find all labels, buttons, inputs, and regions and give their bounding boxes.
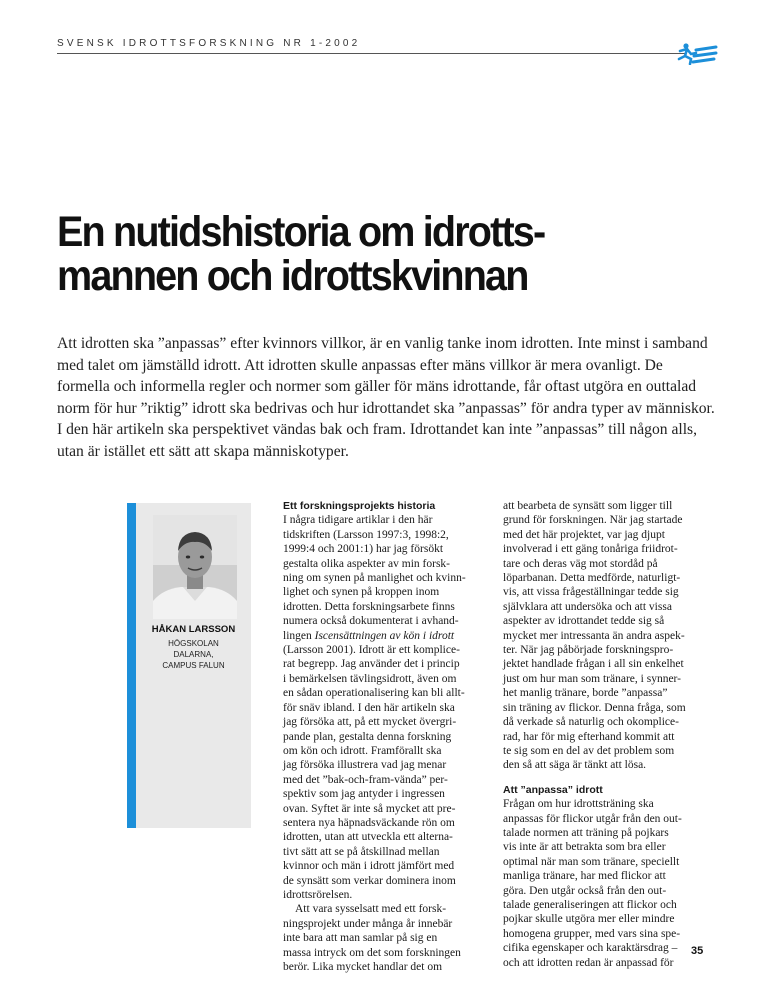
title-line-2: mannen och idrottskvinnan [57,252,528,300]
text-line: med det ”bak-och-fram-vända” per- [283,773,448,786]
text-line: jag försöka att, på ett mycket övergri- [283,716,457,729]
text-line: involverad i ett gäng tonåriga friidrot- [503,543,678,556]
text-line: då verkade så naturlig och okomplice- [503,716,679,729]
text-line: homogena grupper, med vars sina spe- [503,927,681,940]
text-line: gestalta olika aspekter av min forsk- [283,557,451,570]
text-line: om kön och idrott. Framförallt ska [283,744,442,757]
text-line: 1999:4 och 2001:1) har jag försökt [283,543,444,556]
text-line: löparbanan. Detta medförde, naturligt- [503,572,681,585]
text-line: i bemärkelsen tävlingsidrott, även om [283,672,457,685]
author-name: HÅKAN LARSSON [151,624,236,635]
text-line: lighet och synen på kroppen inom [283,586,440,599]
body-column-2 [503,499,715,970]
text-line: idrottsrörelsen. [283,888,353,901]
text-line: numera också dokumenterat i avhand- [283,615,459,628]
title-line-1: En nutidshistoria om idrotts- [57,208,545,256]
affiliation-line: DALARNA, [173,650,214,659]
text-line: talade normen att träning på pojkars [503,826,669,839]
text-line: tare och deras väg mot stordåd på [503,557,658,570]
article-title [57,210,664,298]
text-line: massa intryck om det som forskningen [283,946,461,959]
body-column-1 [283,499,483,974]
author-affiliation [136,638,251,671]
text-line: för snäv ibland. I den här artikeln ska [283,701,455,714]
section-heading: Att ”anpassa” idrott [503,783,603,796]
text-line: grund för forskningen. När jag startade [503,514,683,527]
text-line: anpassas för flickor utgår från den out- [503,812,682,825]
header-rule [57,53,687,54]
running-head: SVENSK IDROTTSFORSKNING NR 1-2002 [57,38,361,49]
text-line: en sådan operationalisering kan bli allt- [283,687,465,700]
text-line: tivt sätt att se på åtskillnad mellan [283,845,440,858]
text-line: cifika egenskaper och karaktärsdrag – [503,942,678,955]
text-line: de synsätt som verkar dominera inom [283,874,456,887]
text-line: optimal när man som tränare, speciellt [503,855,680,868]
text-line: I några tidigare artiklar i den här [283,514,433,527]
text-line: sentera nya häpnadsväckande rön om [283,816,455,829]
text-line: aspekter av idrottandet tedde sig så [503,615,665,628]
text-line: inte bara att man samlar på sig en [283,932,438,945]
text-line: idrotten, utan att utveckla ett alterna- [283,831,453,844]
text-line: med det här projektet, var jag djupt [503,528,665,541]
text-line: rat begrepp. Jag använder det i princip [283,658,460,671]
body-paragraph [503,499,715,773]
text-line: (Larsson 2001). Idrott är ett komplice- [283,644,460,657]
text-line: berör. Lika mycket handlar det om [283,961,443,973]
text-line: jektet handlade frågan i all sin enkelhet [503,658,684,671]
text-line: mycket mer intressanta än andra aspek- [503,629,685,642]
text-line: spektiv som jag antyder i ingressen [283,788,445,801]
portrait-image [153,515,237,619]
runner-logo-icon [666,41,718,65]
lead-paragraph: Att idrotten ska ”anpassas” efter kvinnors villkor, är en vanlig tanke inom idrotten. Inte minst i samband med talet om jämställd idrott. Att idrotten skulle anpassas efter mäns villkor är mera ovanligt. De formella och informella regler och normer som gäller för mäns idrottande, får oftast utgöra en outtalad norm för hur ”riktig” idrott ska bedrivas och hur idrottandet ska ”anpassas” för andra typer av människor. I den här artikeln ska perspektivet vändas bak och fram. Idrottandet kan inte ”anpassas” till någon alls, utan är istället ett sätt att skapa människotyper. [57,335,715,460]
text-line: sin träning av flickor. Denna fråga, som [503,701,686,714]
affiliation-line: CAMPUS FALUN [162,661,225,670]
text-line: vis, att vissa frågeställningar tedde sig [503,586,679,599]
text-line: manliga tränare, har med flickor att [503,870,666,883]
text-line: vis inte är att betrakta som bra eller [503,841,666,854]
text-line: talade generaliseringen att flickor och [503,898,677,911]
book-title: Iscensättningen av kön i idrott [314,629,455,642]
text-line: tidskriften (Larsson 1997:3, 1998:2, [283,528,449,541]
accent-bar [127,503,136,828]
text-line: het manlig tränare, borde ”anpassa” [503,687,668,700]
body-paragraph [283,513,483,902]
text-line: att bearbeta de synsätt som ligger till [503,500,673,512]
text-line [283,629,483,643]
author-photo [153,515,237,619]
text-line: te sig som en del av det problem som [503,744,675,757]
body-paragraph [283,902,483,974]
text-line: pojkar skulle utgöra mer eller mindre [503,913,675,926]
text-line: idrotten. Detta forskningsarbete finns [283,600,455,613]
text-line: ningsprojekt under många år innebär [283,917,453,930]
text-line: ning om synen på manlighet och kvinn- [283,572,466,585]
affiliation-line: HÖGSKOLAN [168,639,219,648]
text-line: självklara att undersöka och att vissa [503,600,672,613]
text-line: Frågan om hur idrottsträning ska [503,798,654,811]
text-line: just om hur man som tränare, i synner- [503,672,681,685]
text-line: kvinnor och män i idrott jämfört med [283,860,455,873]
section-heading: Ett forskningsprojekts historia [283,500,436,512]
text-line: Att vara sysselsatt med ett forsk- [295,903,447,916]
text-line: göra. Den utgår också från den out- [503,884,667,897]
text-line: rad, har för mig efterhand kommit att [503,730,675,743]
page-number: 35 [691,945,704,957]
text-line: och att idrotten redan är anpassad för [503,956,674,969]
text-fragment: lingen [283,629,315,642]
text-line: jag försöka illustrera vad jag menar [283,759,447,772]
text-line: ter. När jag påbörjade forskningspro- [503,644,674,657]
spacer [503,773,715,783]
body-paragraph [503,797,715,970]
text-line: den så att säga är tänkt att lösa. [503,759,647,772]
text-line: ovan. Syftet är inte så mycket att pre- [283,802,456,815]
text-line: pande plan, gestalta denna forskning [283,730,452,743]
